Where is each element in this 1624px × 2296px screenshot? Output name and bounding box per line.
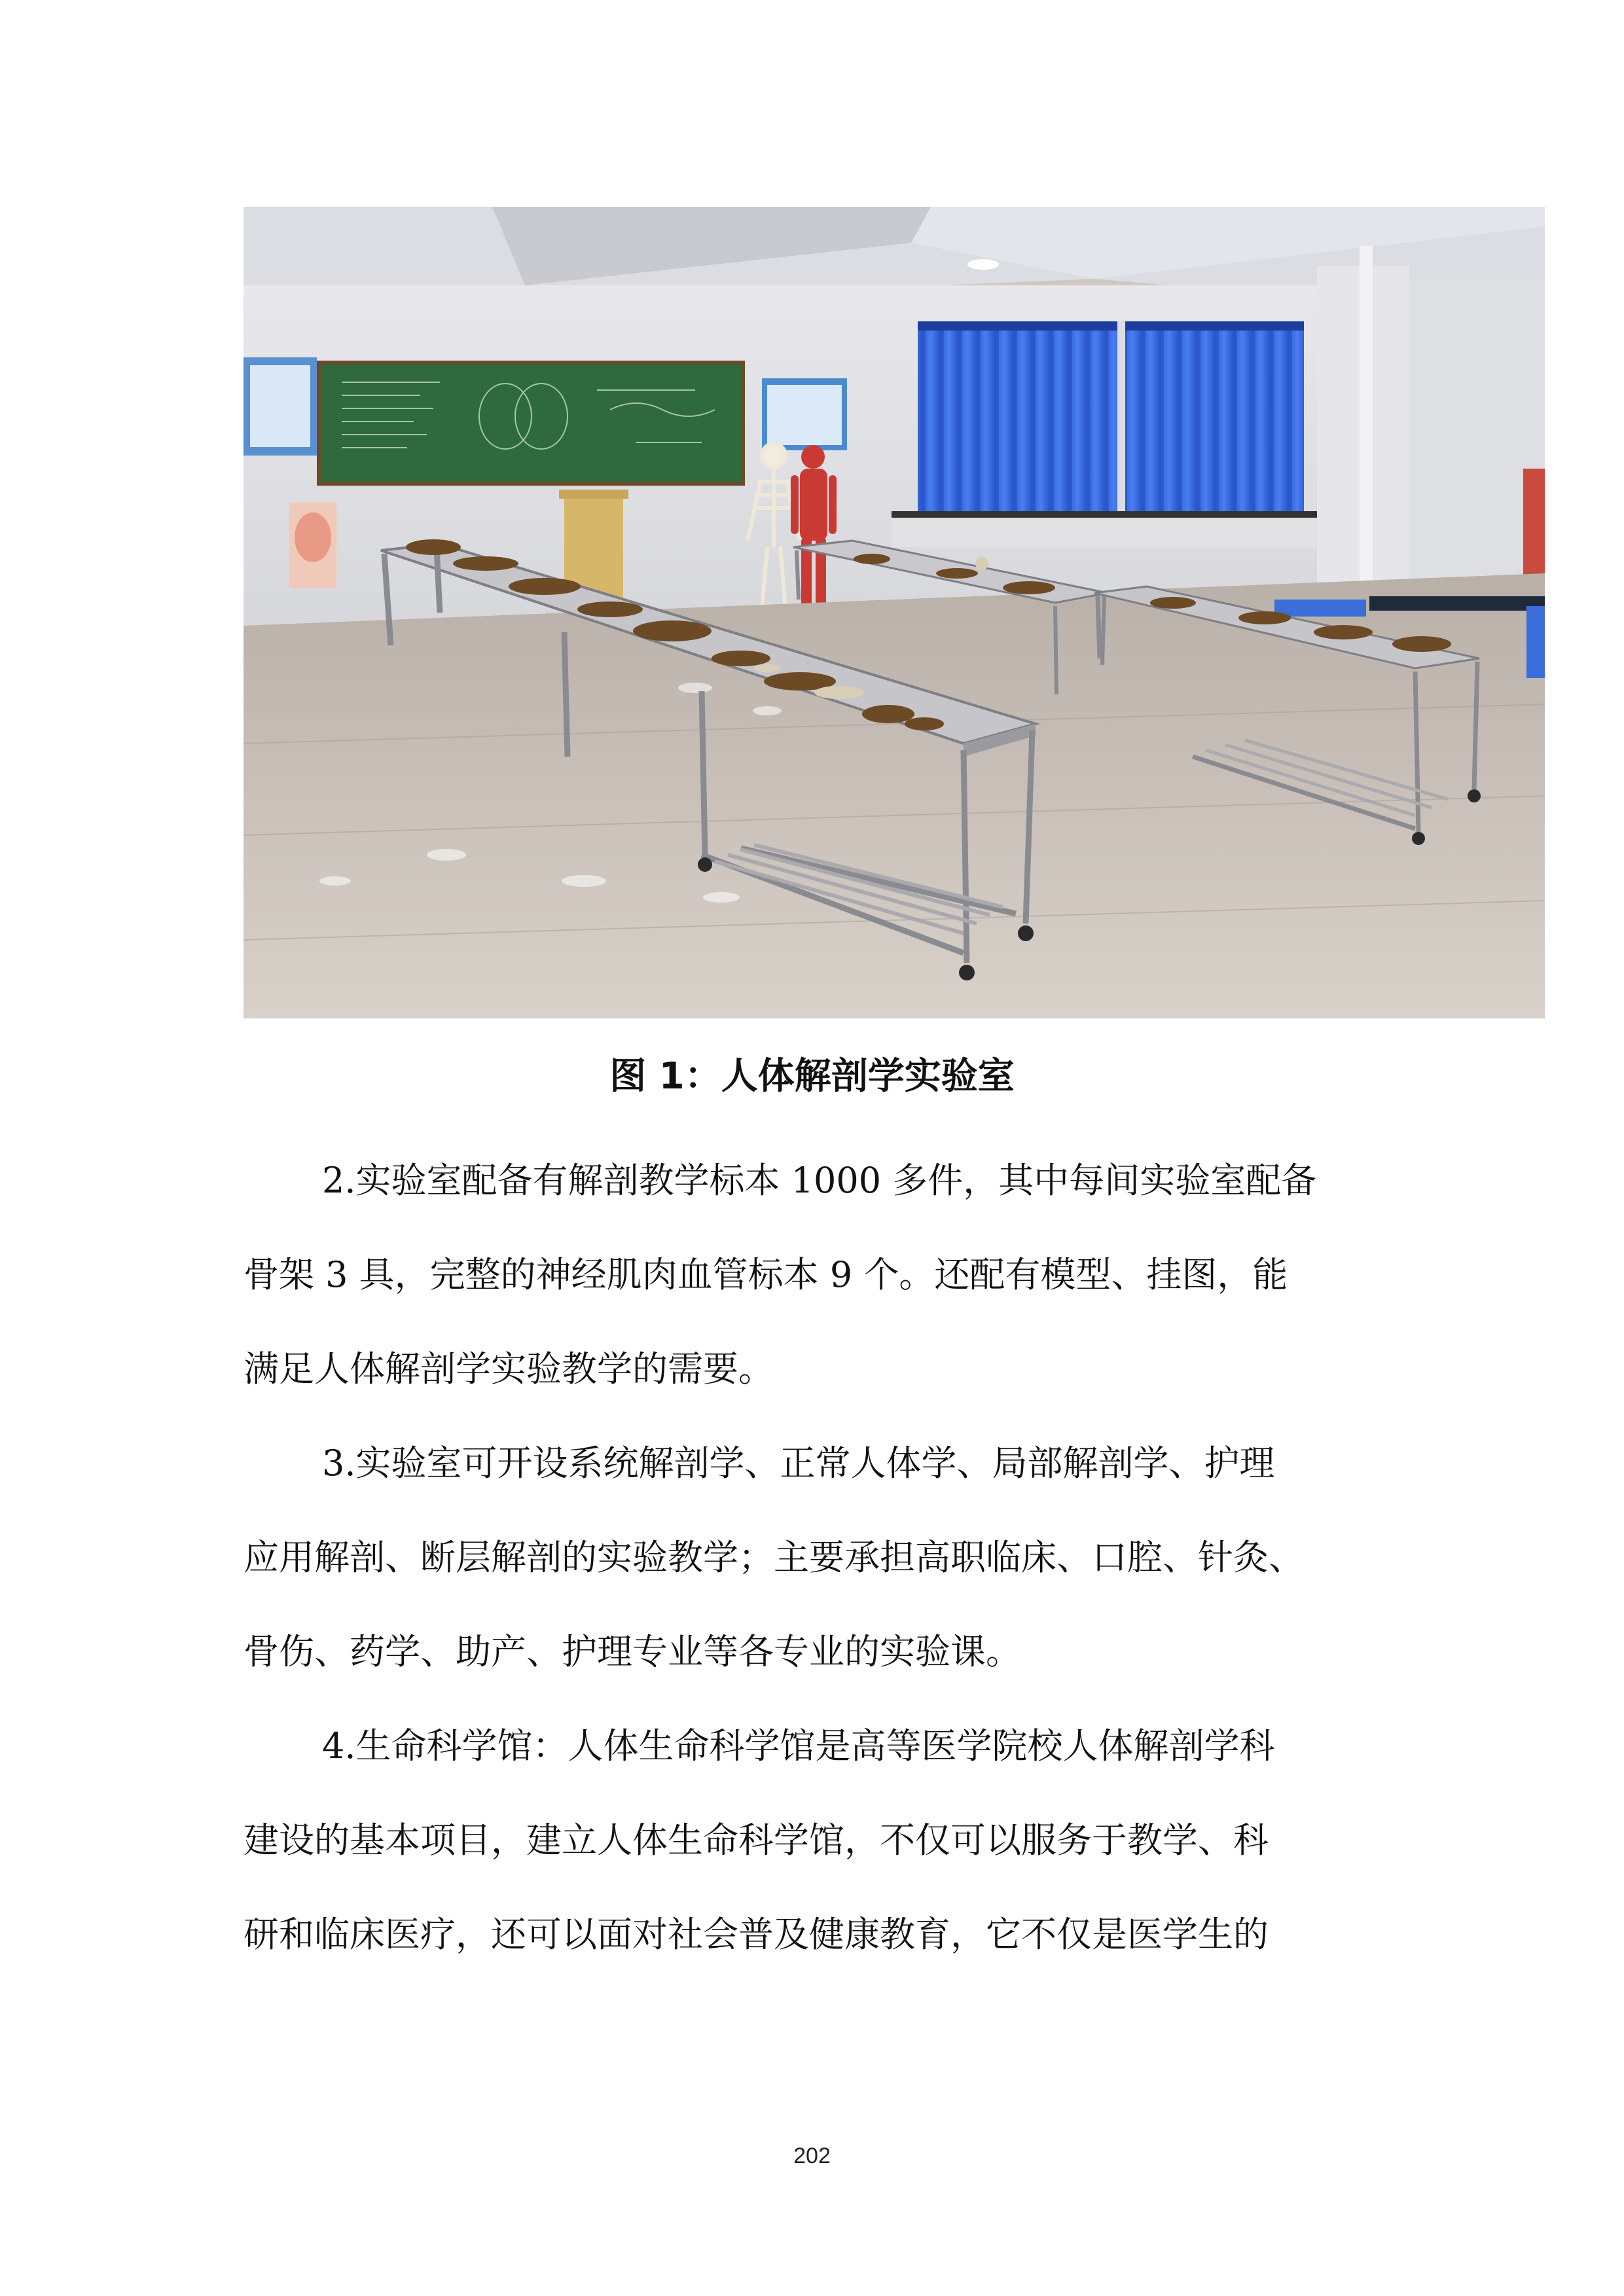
lab-photo-image [244, 207, 1545, 1018]
paragraph-2-line-1: 3.实验室可开设系统解剖学、正常人体学、局部解剖学、护理 [322, 1443, 1275, 1484]
lab-photo [244, 207, 1545, 1018]
paragraph-1-line-3: 满足人体解剖学实验教学的需要。 [244, 1348, 774, 1390]
figure-caption: 图 1：人体解剖学实验室 [609, 1055, 1015, 1098]
paragraph-2-line-2: 应用解剖、断层解剖的实验教学；主要承担高职临床、口腔、针灸、 [244, 1537, 1304, 1578]
paragraph-1-line-1: 2.实验室配备有解剖教学标本 1000 多件，其中每间实验室配备 [322, 1160, 1317, 1201]
paragraph-3-line-2: 建设的基本项目，建立人体生命科学馆，不仅可以服务于教学、科 [244, 1820, 1269, 1861]
page-number: 202 [793, 2144, 831, 2168]
paragraph-3-line-3: 研和临床医疗，还可以面对社会普及健康教育，它不仅是医学生的 [244, 1914, 1269, 1955]
paragraph-3-line-1: 4.生命科学馆：人体生命科学馆是高等医学院校人体解剖学科 [322, 1725, 1275, 1767]
paragraph-1-line-2: 骨架 3 具，完整的神经肌肉血管标本 9 个。还配有模型、挂图，能 [244, 1254, 1288, 1295]
paragraph-2-line-3: 骨伤、药学、助产、护理专业等各专业的实验课。 [244, 1631, 1021, 1672]
